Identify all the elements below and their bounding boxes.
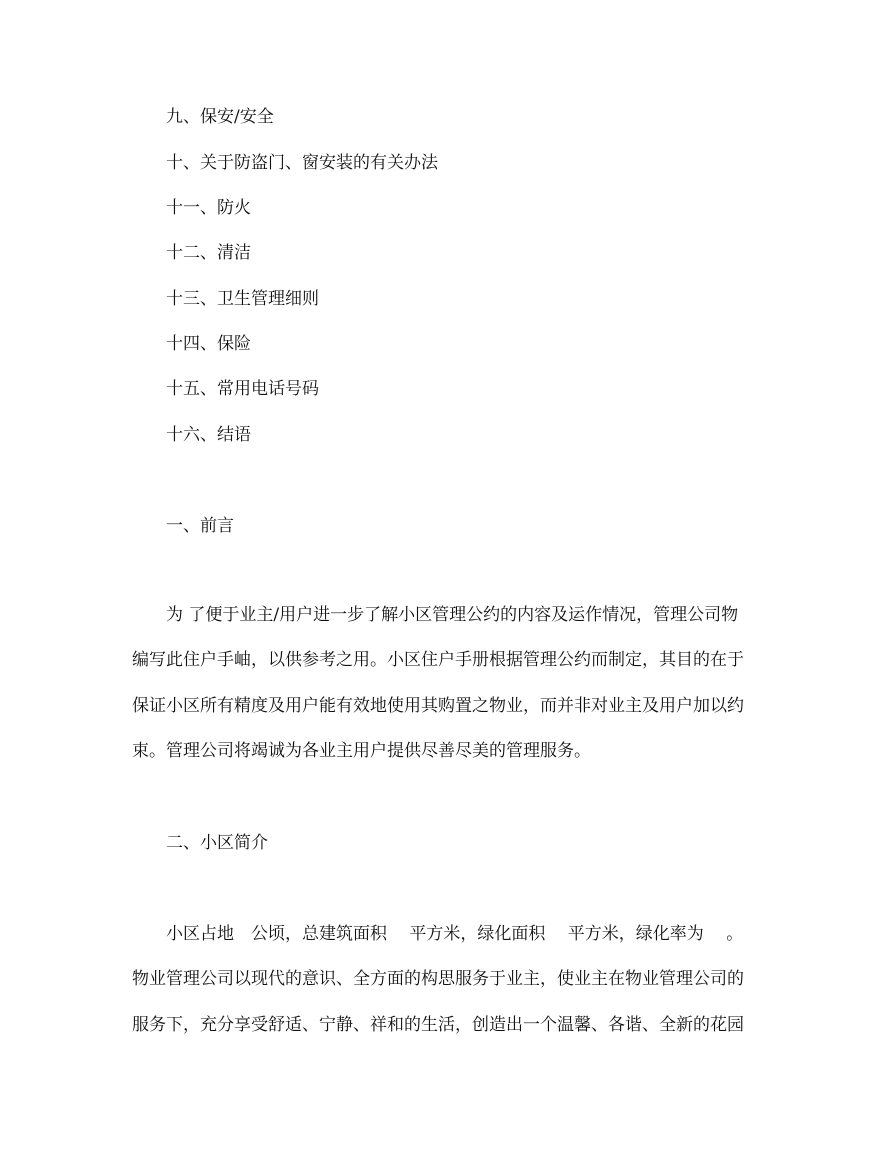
section-heading-preface: 一、前言 — [166, 516, 234, 536]
paragraph-line: 保证小区所有精度及用户能有效地使用其购置之物业，而并非对业主及用户加以约 — [132, 696, 744, 716]
paragraph-line: 编写此住户手岫，以供参考之用。小区住户手册根据管理公约而制定，其目的在于 — [132, 650, 744, 670]
toc-item-12: 十二、清洁 — [166, 243, 251, 263]
paragraph-line: 小区占地 公顷，总建筑面积 平方米，绿化面积 平方米，绿化率为 。 — [166, 924, 744, 944]
paragraph-line: 服务下，充分享受舒适、宁静、祥和的生活，创造出一个温馨、各谐、全新的花园 — [132, 1015, 744, 1035]
paragraph-line: 为 了便于业主/用户进一步了解小区管理公约的内容及运作情况，管理公司物 — [166, 605, 739, 625]
paragraph-line: 物业管理公司以现代的意识、全方面的构思服务于业主，使业主在物业管理公司的 — [132, 969, 744, 989]
toc-item-11: 十一、防火 — [166, 198, 251, 218]
section-heading-introduction: 二、小区简介 — [166, 833, 268, 853]
toc-item-13: 十三、卫生管理细则 — [166, 289, 319, 309]
toc-item-9: 九、保安/安全 — [166, 107, 274, 127]
paragraph-line: 束。管理公司将竭诚为各业主用户提供尽善尽美的管理服务。 — [132, 741, 591, 761]
toc-item-15: 十五、常用电话号码 — [166, 379, 319, 399]
toc-item-16: 十六、结语 — [166, 425, 251, 445]
toc-item-10: 十、关于防盗门、窗安装的有关办法 — [166, 153, 438, 173]
toc-item-14: 十四、保险 — [166, 334, 251, 354]
